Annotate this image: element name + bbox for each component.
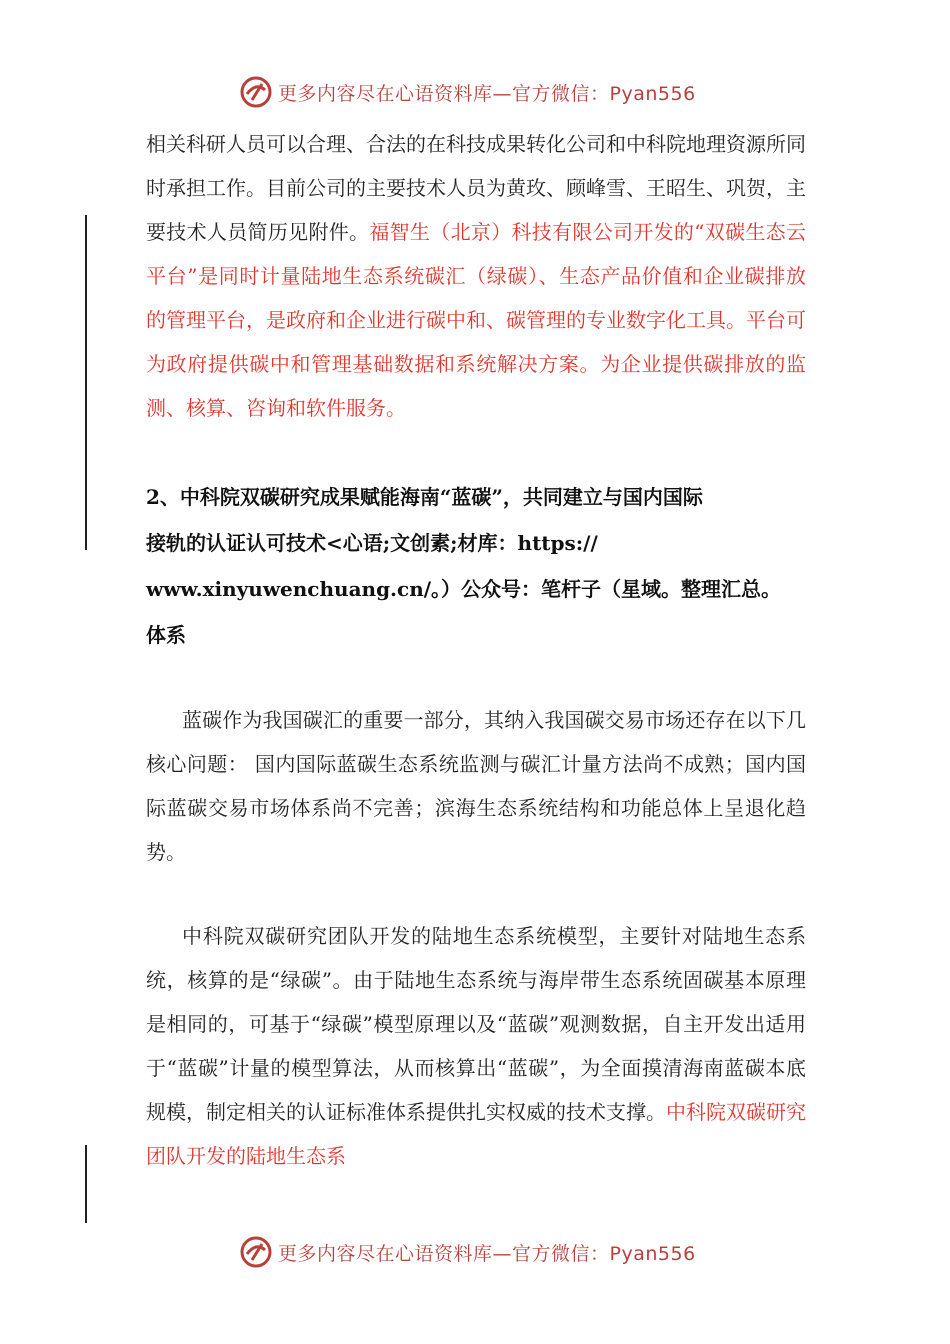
paragraph-1-highlight: 福智生（北京）科技有限公司开发的“双碳生态云平台”是同时计量陆地生态系统碳汇（绿碳）、生态产品价值和企业碳排放的管理平台，是政府和企业进行碳中和、碳管理的专业数字化工具。平台可为政府提供碳中和管理基础数据和系统解决方案。为企业提供碳排放的监测、核算、咨询和软件服务。 (146, 220, 806, 420)
heading-line: 2、中科院双碳研究成果赋能海南“蓝碳”，共同建立与国内国际 (146, 485, 703, 509)
section-heading (146, 474, 806, 658)
logo-icon (238, 1234, 274, 1270)
document-body (146, 122, 806, 1178)
logo-icon (238, 74, 274, 110)
paragraph-2: 蓝碳作为我国碳汇的重要一部分，其纳入我国碳交易市场还存在以下几核心问题： 国内国际蓝碳生态系统监测与碳汇计量方法尚不成熟；国内国际蓝碳交易市场体系尚不完善；滨海生态系统结构和功能总体上呈退化趋势。 (146, 708, 806, 864)
footer-banner-text: 更多内容尽在心语资料库—官方微信：Pyan556 (278, 1242, 696, 1265)
footer-banner (0, 1230, 950, 1274)
paragraph-1 (146, 122, 806, 430)
header-banner-text: 更多内容尽在心语资料库—官方微信：Pyan556 (278, 82, 696, 105)
margin-line (85, 1145, 87, 1223)
paragraph-3 (146, 914, 806, 1178)
header-banner (0, 70, 950, 114)
margin-line (85, 215, 87, 550)
paragraph-3-text: 中科院双碳研究团队开发的陆地生态系统模型，主要针对陆地生态系统，核算的是“绿碳”。由于陆地生态系统与海岸带生态系统固碳基本原理是相同的，可基于“绿碳”模型原理以及“蓝碳”观测数据，自主开发出适用于“蓝碳”计量的模型算法，从而核算出“蓝碳”，为全面摸清海南蓝碳本底规模，制定相关的认证标准体系提供扎实权威的技术支撑。 (146, 924, 806, 1124)
heading-line: 体系 (146, 623, 186, 647)
heading-line: www.xinyuwenchuang.cn/。）公众号：笔杆子（星域。整理汇总。 (146, 577, 782, 601)
heading-line: 接轨的认证认可技术<心语;文创素;材库：https:// (146, 531, 598, 555)
paragraph-1-text: 相关科研人员可以合理、合法的在科技成果转化公司和中科院地理资源所同时承担工作。目前公司的主要技术人员为黄玫、顾峰雪、王昭生、巩贺，主要技术人员简历见附件。 (146, 132, 806, 244)
paragraph-3-highlight: 中科院双碳研究团队开发的陆地生态系 (146, 1100, 806, 1168)
